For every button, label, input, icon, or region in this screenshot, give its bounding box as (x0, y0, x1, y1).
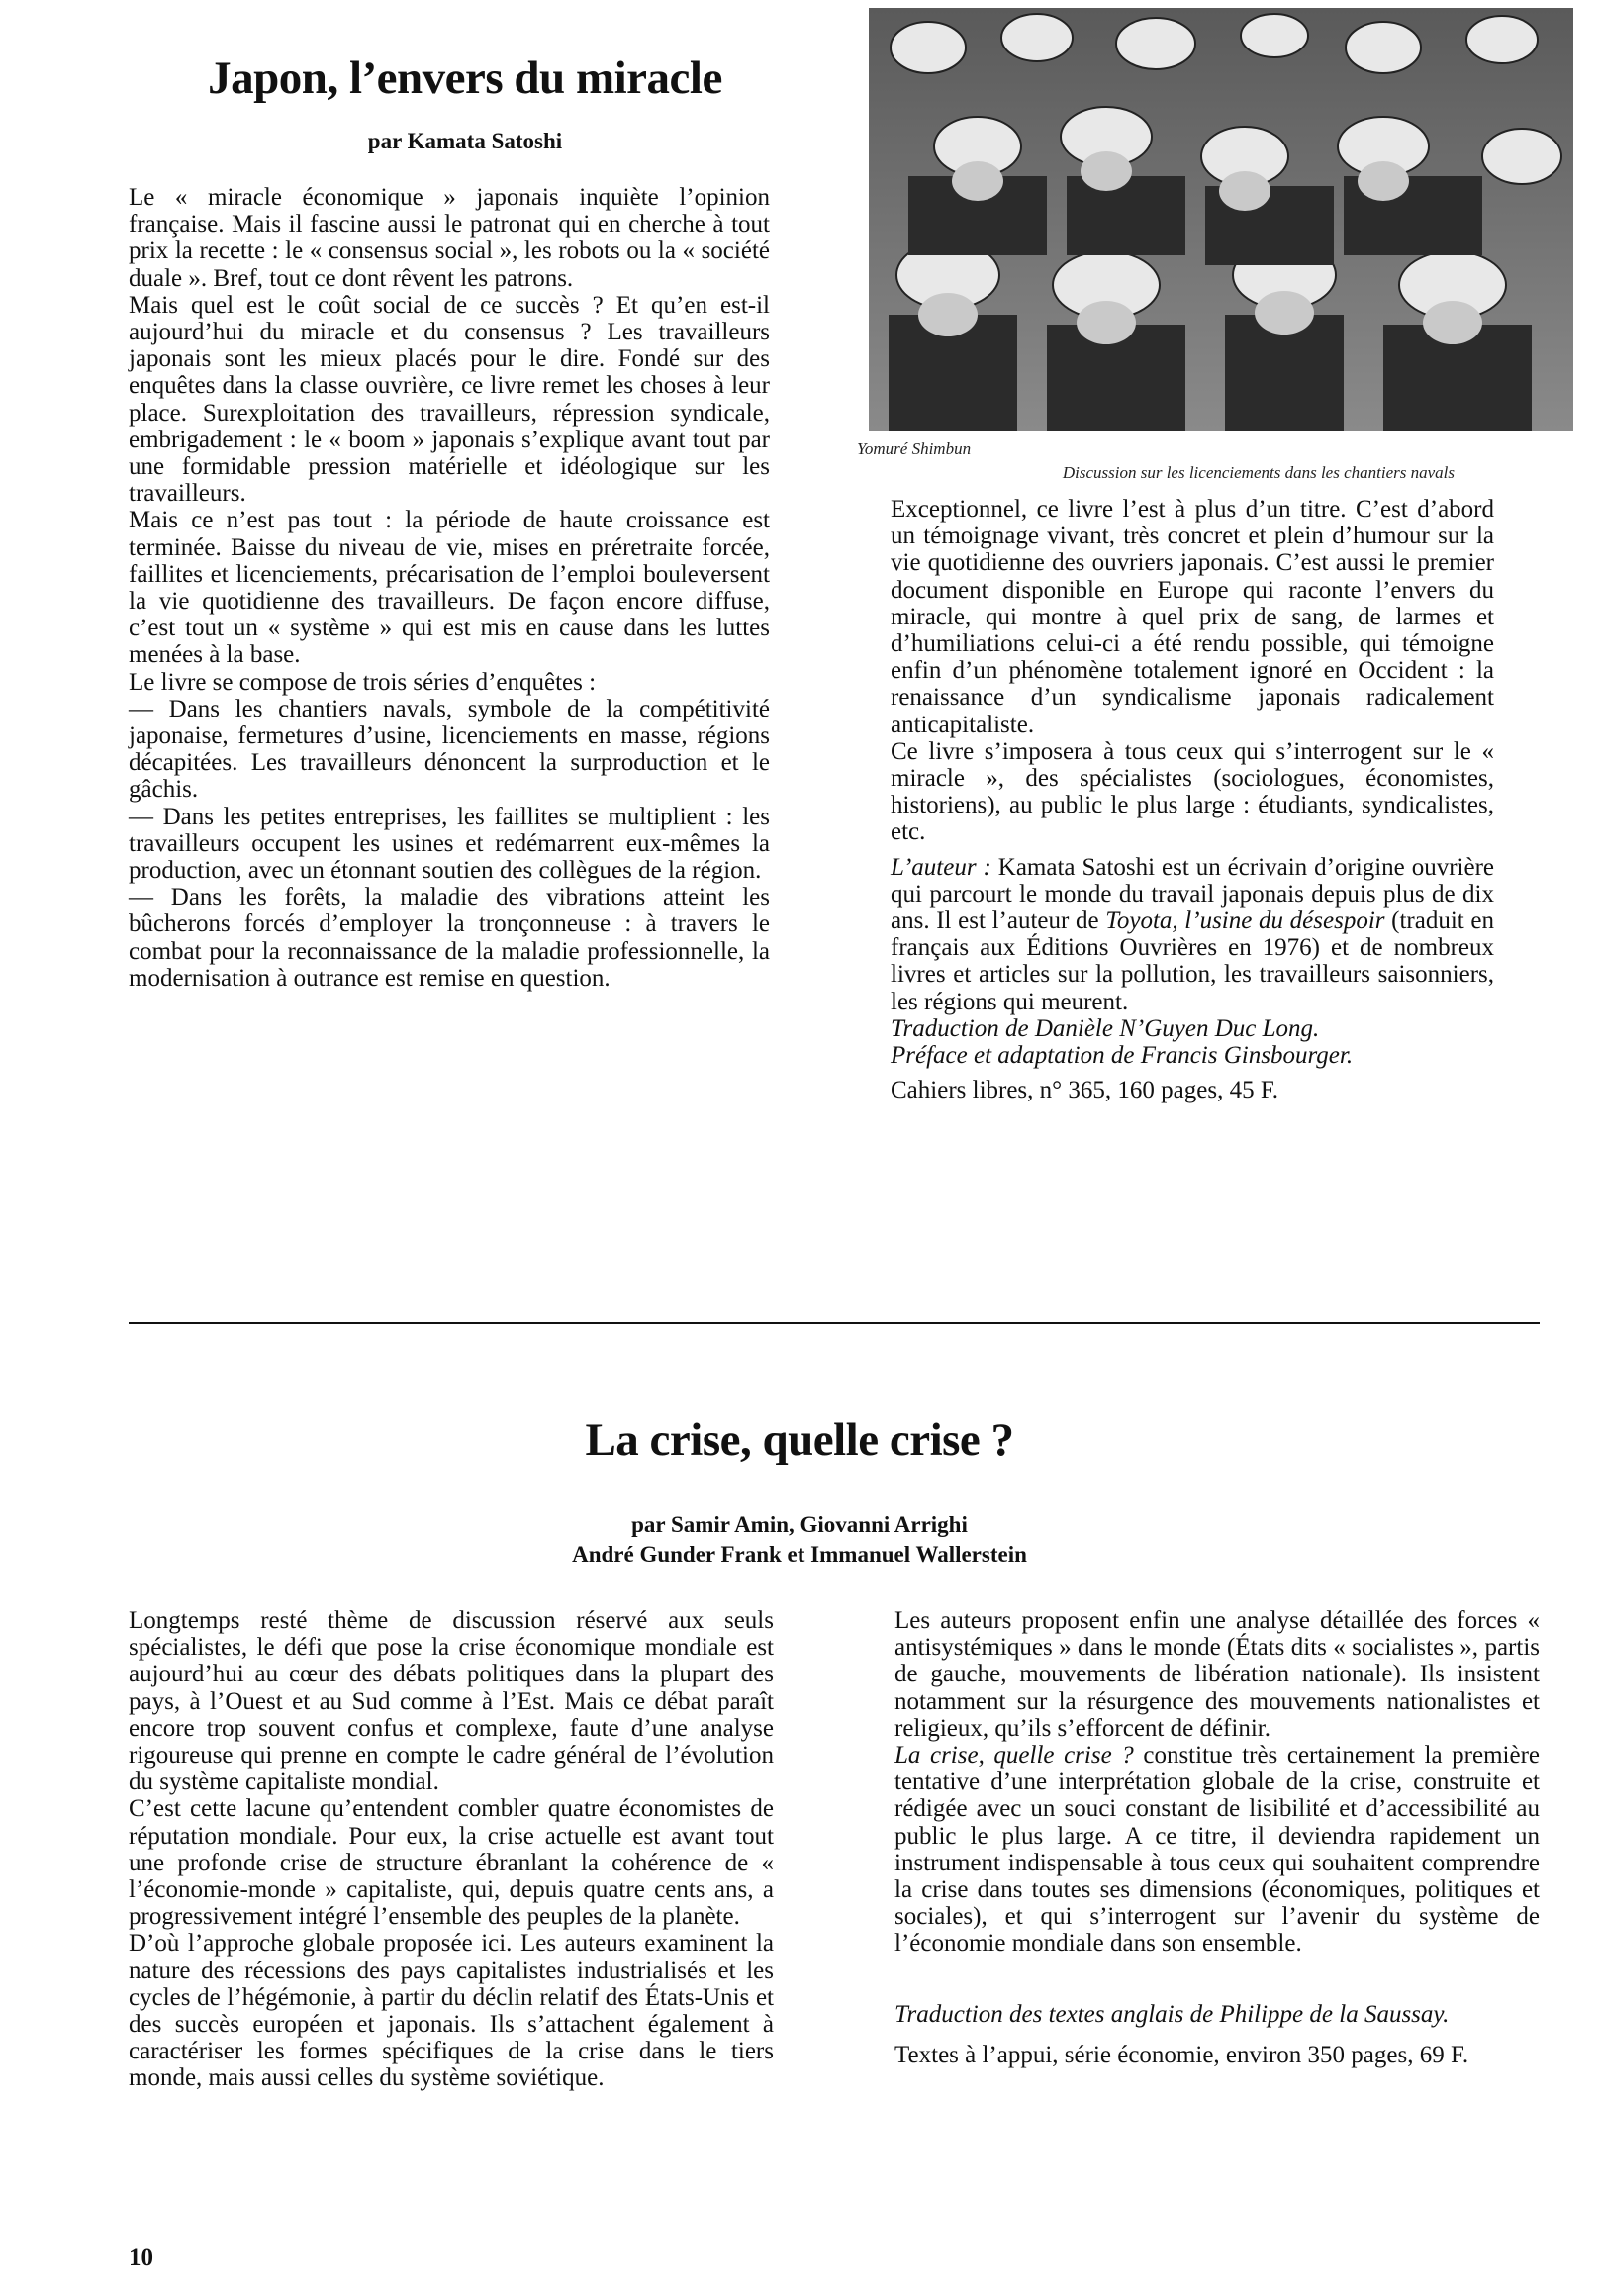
publication-info: Textes à l’appui, série économie, environ 350 pages, 69 F. (894, 2041, 1469, 2068)
photo-image (869, 8, 1573, 431)
paragraph: Longtemps resté thème de discussion réservé aux seuls spécialistes, le défi que pose la crise économique mondiale est aujourd’hui au cœur des débats politiques dans la plupart des pays, à l’Ouest et au Sud comme à l’Est. Mais ce débat paraît encore trop souvent confus et complexe, faute d’une analyse rigoureuse qui prenne en compte le cadre général de l’évolution du système capitaliste mondial. (129, 1607, 774, 1796)
translation-credit: Traduction des textes anglais de Philippe de la Saussay. (894, 2000, 1450, 2028)
paragraph: Exceptionnel, ce livre l’est à plus d’un titre. C’est d’abord un témoignage vivant, très concret et plein d’humour sur la vie quotidienne des ouvriers japonais. C’est aussi le premier document disponible en Europe qui raconte l’envers du miracle, qui montre à quel prix de sang, de larmes et d’humiliations celui-ci a été rendu possible, qui témoigne enfin d’un phénomène totalement ignoré en Occident : la renaissance d’un syndicalisme japonais radicalement anticapitaliste. (891, 496, 1494, 738)
paragraph: Mais ce n’est pas tout : la période de haute croissance est terminée. Baisse du niveau de vie, mises en préretraite forcée, faillites et licenciements, précarisation de l’emploi bouleversent la vie quotidienne des travailleurs. De façon encore diffuse, c’est tout un « système » qui est mis en cause dans les luttes menées à la base. (129, 507, 770, 669)
article2-right-column (894, 1607, 1540, 2068)
article2-byline (396, 1510, 1203, 1570)
book-title: La crise, quelle crise ? (894, 1742, 1134, 1770)
paragraph: Mais quel est le coût social de ce succès ? Et qu’en est-il aujourd’hui du miracle et du consensus ? Les travailleurs japonais sont les mieux placés pour le dire. Fondé sur des enquêtes dans la classe ouvrière, ce livre remet les choses à leur place. Surexploitation des travailleurs, répression syndicale, embrigadement : le « boom » japonais s’explique avant tout par une formidable pression matérielle et idéologique sur les travailleurs. (129, 291, 770, 508)
author-paragraph (891, 854, 1494, 1015)
byline-line-1: par Samir Amin, Giovanni Arrighi (631, 1512, 968, 1537)
paragraph: — Dans les chantiers navals, symbole de la compétitivité japonaise, fermetures d’usine, licenciements en masse, régions décapitées. Les travailleurs dénoncent la surproduction et le gâchis. (129, 695, 770, 804)
article1-byline: par Kamata Satoshi (367, 129, 563, 153)
article1-right-column (891, 496, 1494, 1103)
workers-photo (869, 8, 1573, 431)
paragraph: Le livre se compose de trois séries d’enquêtes : (129, 668, 597, 696)
author-book: Toyota, l’usine du désespoir (1105, 908, 1385, 935)
photo-credit: Yomuré Shimbun (857, 439, 972, 458)
paragraph: Le « miracle économique » japonais inquiète l’opinion française. Mais il fascine aussi le patronat qui en cherche à tout prix la recette : le « consensus social », les robots ou la « société duale ». Bref, tout ce dont rêvent les patrons. (129, 184, 770, 292)
article1-left-column (129, 184, 770, 992)
article2-title: La crise, quelle crise ? (585, 1414, 1014, 1466)
paragraph: Les auteurs proposent enfin une analyse détaillée des forces « antisystémiques » dans le monde (États dits « socialistes », partis de gauche, mouvements de libération nationale). Ils insistent notamment sur la résurgence des mouvements nationalistes et religieux, qu’ils s’efforcent de définir. (894, 1607, 1540, 1742)
publication-info: Cahiers libres, n° 365, 160 pages, 45 F. (891, 1077, 1278, 1104)
paragraph: — Dans les forêts, la maladie des vibrations atteint les bûcherons forcés d’employer la tronçonneuse : à travers le combat pour la reconnaissance de la maladie professionnelle, la modernisation à outrance est remise en question. (129, 884, 770, 992)
translation-credit: Traduction de Danièle N’Guyen Duc Long. (891, 1014, 1320, 1042)
page-number: 10 (129, 2245, 153, 2271)
photo-caption: Discussion sur les licenciements dans les chantiers navals (1062, 463, 1455, 482)
paragraph: C’est cette lacune qu’entendent combler quatre économistes de réputation mondiale. Pour eux, la crise actuelle est avant tout une profonde crise de structure ébranlant la cohérence de « l’économie-monde » capitaliste, qui, depuis quatre cents ans, a progressivement intégré l’ensemble des peuples de la planète. (129, 1795, 774, 1931)
byline-line-2: André Gunder Frank et Immanuel Wallerstein (572, 1542, 1027, 1567)
section-divider (129, 1322, 1540, 1324)
paragraph (894, 1742, 1540, 1958)
paragraph-text: constitue très certainement la première tentative d’une interprétation globale de la crise, construite et rédigée avec un souci constant de lisibilité et d’accessibilité au public le plus large. A ce titre, il deviendra rapidement un instrument indispensable à tous ceux qui souhaitent comprendre la crise dans toutes ses dimensions (économiques, politiques et sociales), et qui s’interrogent sur l’avenir du système de l’économie mondiale dans son ensemble. (894, 1742, 1540, 1958)
author-text-1: Kamata Satoshi est un écrivain d’origine ouvrière qui parcourt le monde du travail japonais depuis plus de dix ans. Il est l’auteur de (891, 853, 1494, 935)
paragraph: Ce livre s’imposera à tous ceux qui s’interrogent sur le « miracle », des spécialistes (sociologues, économistes, historiens), au public le plus large : étudiants, syndicalistes, etc. (891, 737, 1494, 846)
author-text-2: (traduit en français aux Éditions Ouvrières en 1976) et de nombreux livres et articles sur la pollution, les travailleurs saisonniers, les régions qui meurent. (891, 908, 1494, 1015)
article2-left-column (129, 1607, 774, 2092)
article1-title: Japon, l’envers du miracle (208, 52, 722, 104)
author-label: L’auteur : (891, 853, 991, 881)
preface-credit: Préface et adaptation de Francis Ginsbourger. (891, 1042, 1354, 1070)
paragraph: D’où l’approche globale proposée ici. Les auteurs examinent la nature des récessions des pays capitalistes industrialisés et les cycles de l’hégémonie, à partir du déclin relatif des États-Unis et des succès européen et japonais. Ils s’attachent également à caractériser les formes spécifiques de la crise dans le tiers monde, mais aussi celles du système soviétique. (129, 1930, 774, 2092)
paragraph: — Dans les petites entreprises, les faillites se multiplient : les travailleurs occupent les usines et redémarrent eux-mêmes la production, avec un étonnant soutien des collègues de la région. (129, 803, 770, 885)
